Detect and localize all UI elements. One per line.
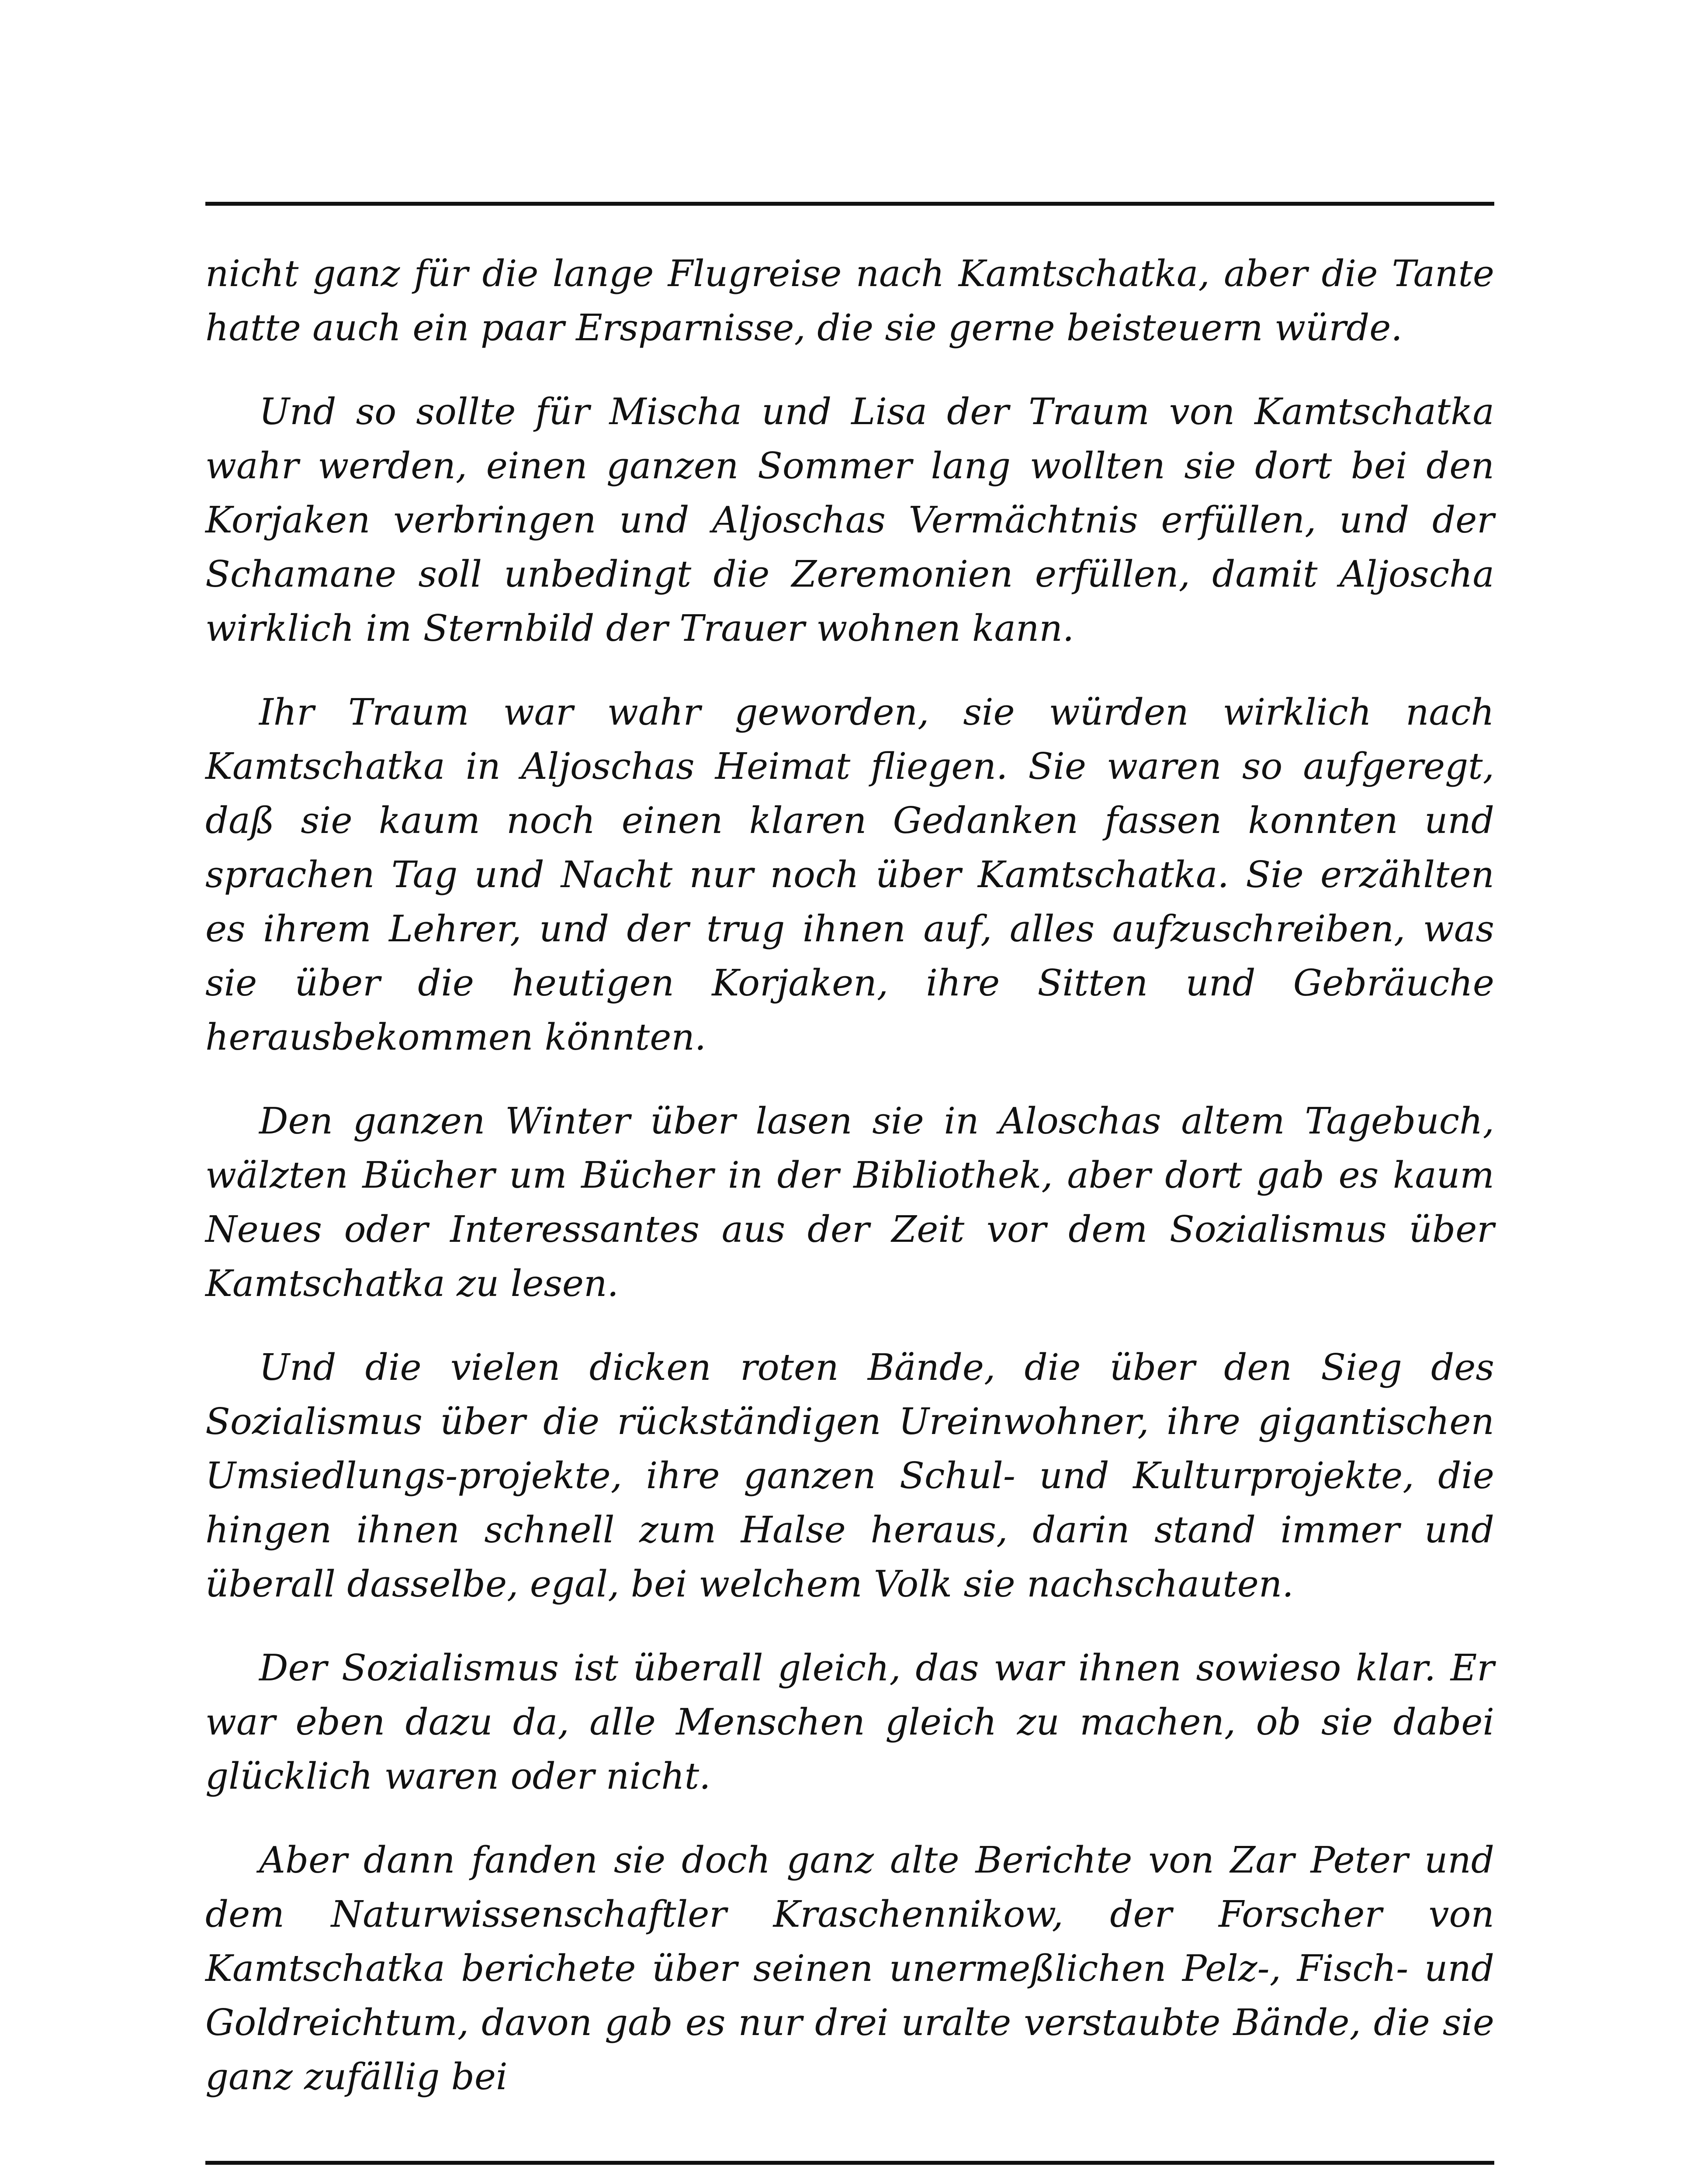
footer-rule bbox=[205, 2161, 1494, 2165]
body-text bbox=[205, 247, 1494, 2134]
paragraph-7: Aber dann fanden sie doch ganz alte Berichte von Zar Peter und dem Naturwissenschaftler Kraschennikow, der Forscher von Kamtschatka berichete über seinen unermeßlichen Pelz-, Fisch- und Goldreichtum, davon gab es nur drei uralte verstaubte Bände, die sie ganz zufällig bei bbox=[205, 1839, 1494, 2098]
paragraph-6: Der Sozialismus ist überall gleich, das war ihnen sowieso klar. Er war eben dazu da, alle Menschen gleich zu machen, ob sie dabei glücklich waren oder nicht. bbox=[205, 1647, 1494, 1797]
header-rule bbox=[205, 202, 1494, 206]
paragraph-3: Ihr Traum war wahr geworden, sie würden wirklich nach Kamtschatka in Aljoschas Heimat fliegen. Sie waren so aufgeregt, daß sie kaum noch einen klaren Gedanken fassen konnten und sprachen Tag und Nacht nur noch über Kamtschatka. Sie erzählten es ihrem Lehrer, und der trug ihnen auf, alles aufzuschreiben, was sie über die heutigen Korjaken, ihre Sitten und Gebräuche herausbekommen könnten. bbox=[205, 691, 1494, 1058]
paragraph-4: Den ganzen Winter über lasen sie in Aloschas altem Tagebuch, wälzten Bücher um Bücher in der Bibliothek, aber dort gab es kaum Neues oder Interessantes aus der Zeit vor dem Sozialismus über Kamtschatka zu lesen. bbox=[205, 1100, 1494, 1305]
paragraph-5: Und die vielen dicken roten Bände, die über den Sieg des Sozialismus über die rückständigen Ureinwohner, ihre gigantischen Umsiedlungs-projekte, ihre ganzen Schul- und Kulturprojekte, die hingen ihnen schnell zum Halse heraus, darin stand immer und überall dasselbe, egal, bei welchem Volk sie nachschauten. bbox=[205, 1346, 1494, 1605]
paragraph-2: Und so sollte für Mischa und Lisa der Traum von Kamtschatka wahr werden, einen ganzen Sommer lang wollten sie dort bei den Korjaken verbringen und Aljoschas Vermächtnis erfüllen, und der Schamane soll unbedingt die Zeremonien erfüllen, damit Aljoscha wirklich im Sternbild der Trauer wohnen kann. bbox=[205, 390, 1494, 650]
paragraph-1: nicht ganz für die lange Flugreise nach Kamtschatka, aber die Tante hatte auch ein paar Ersparnisse, die sie gerne beisteuern würde. bbox=[205, 252, 1494, 349]
